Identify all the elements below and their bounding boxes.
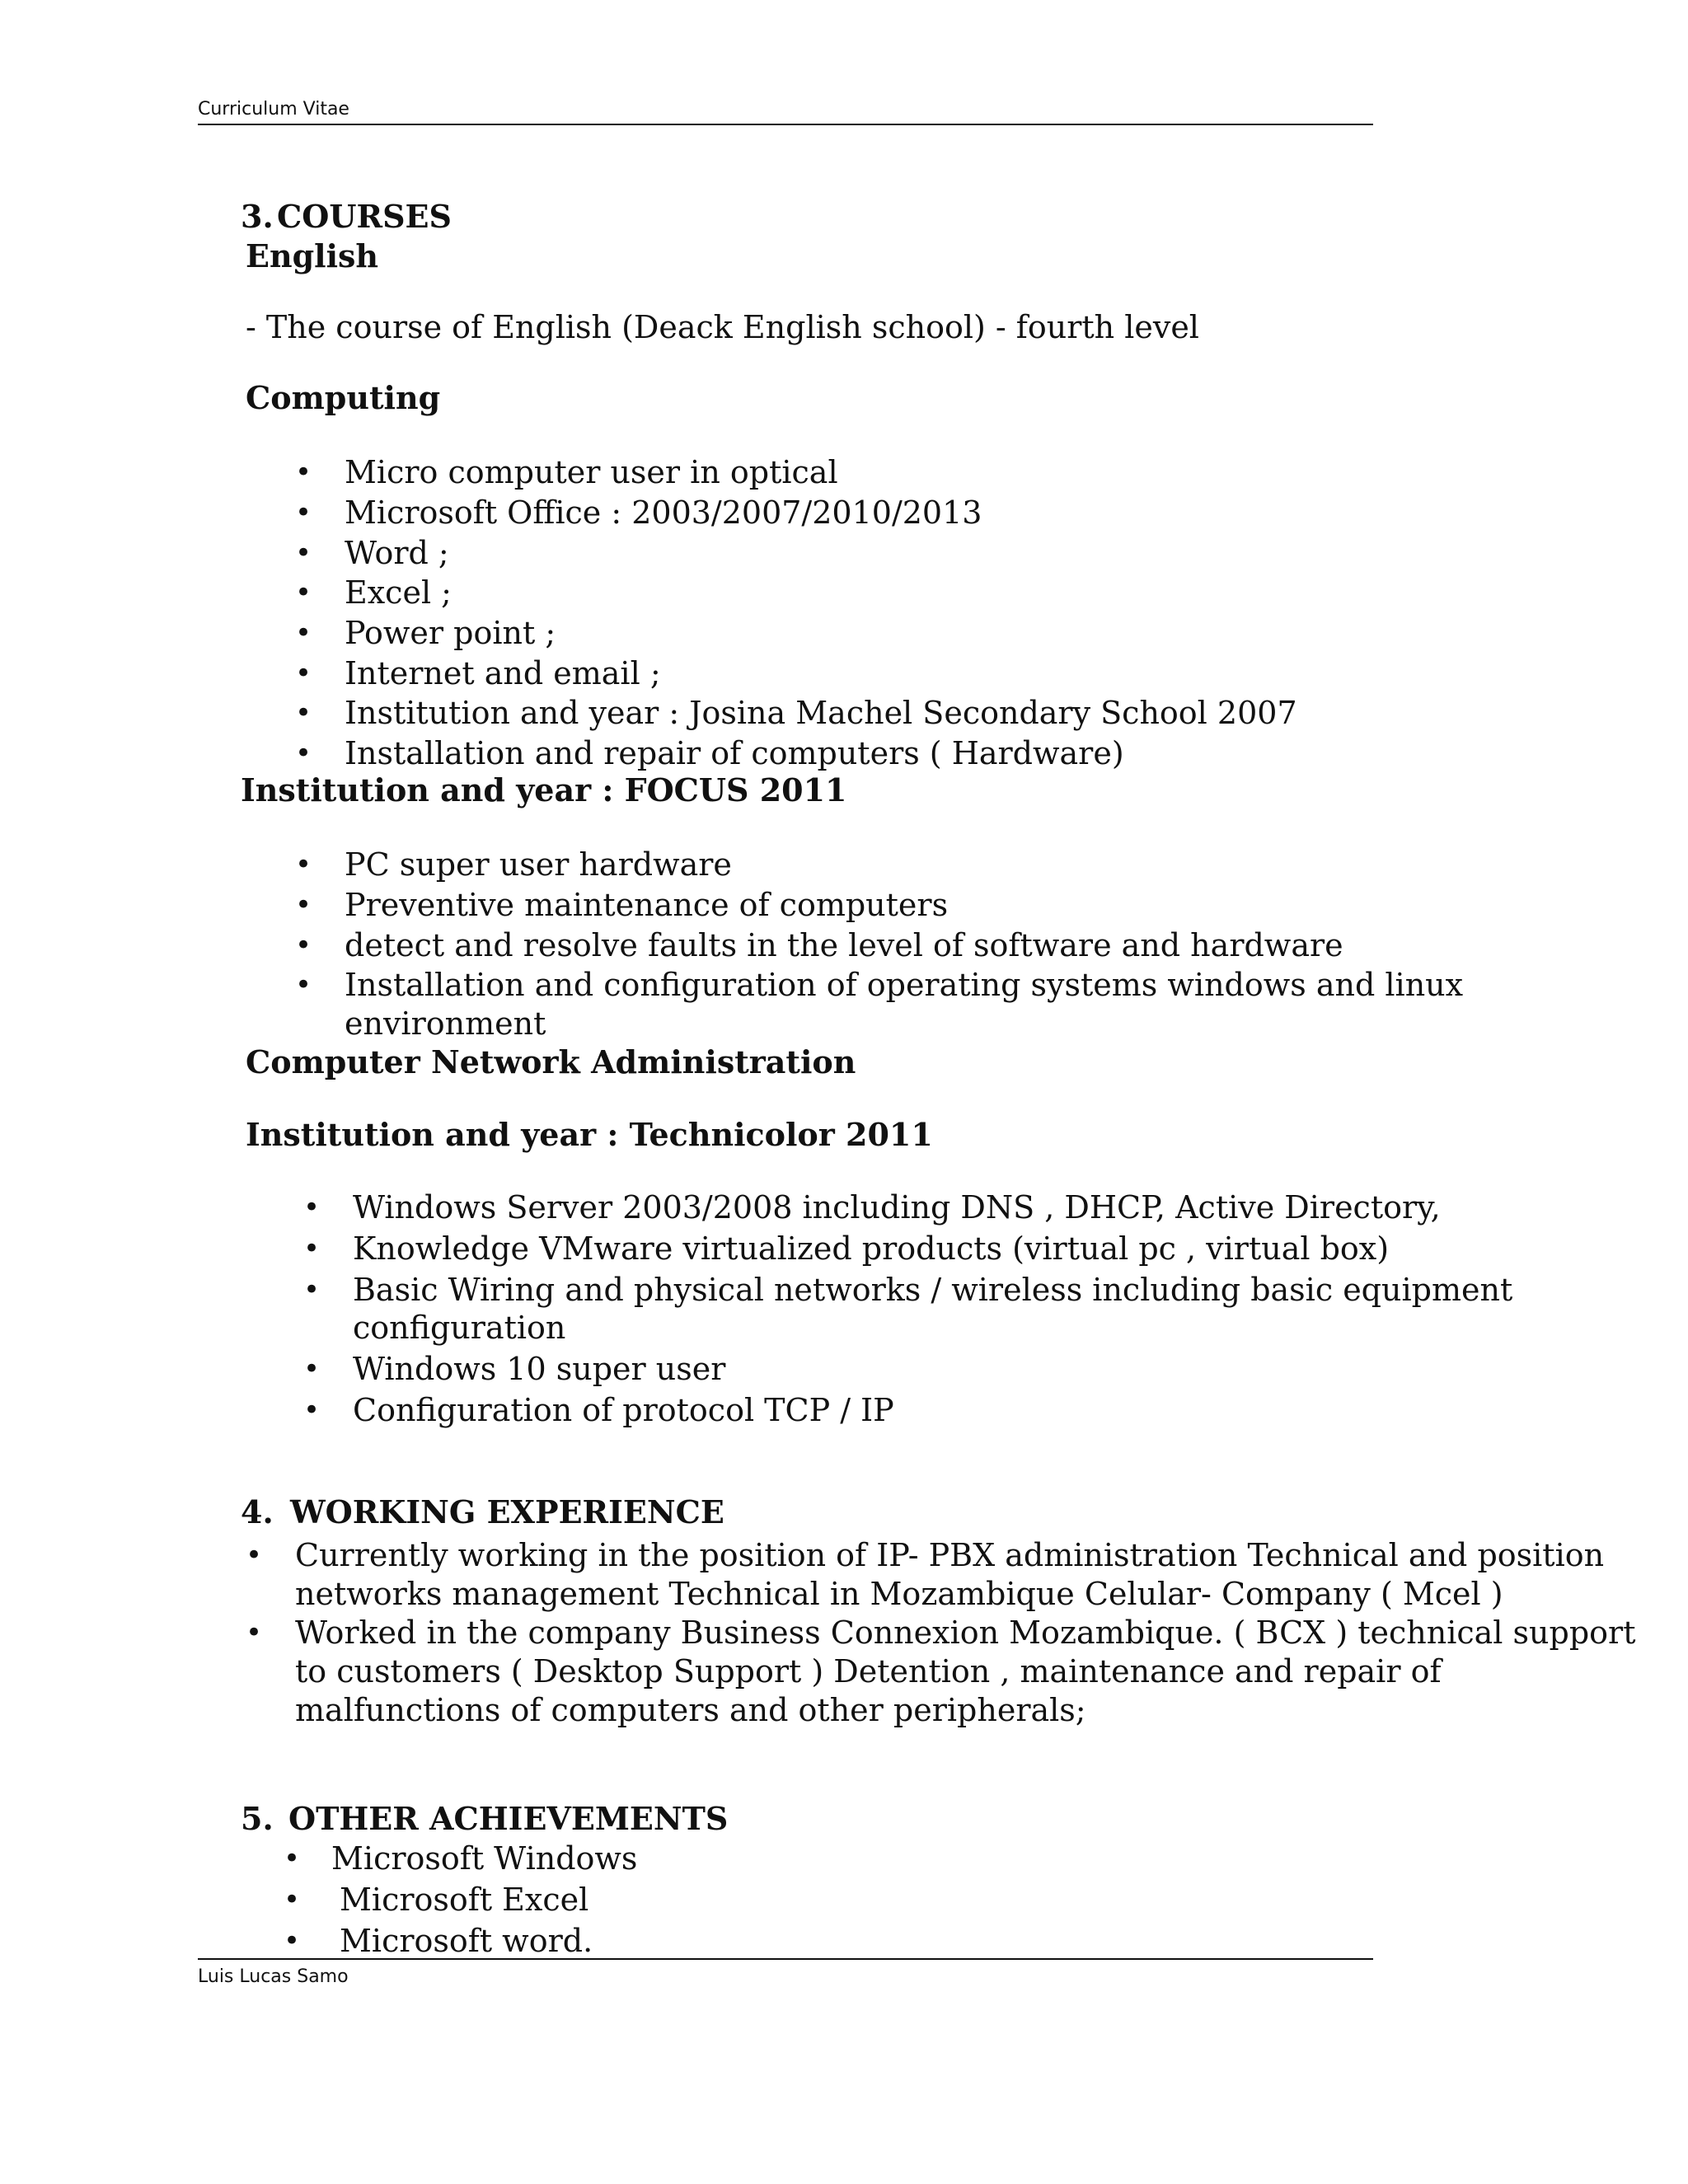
list-item: Installation and repair of computers ( Hardware) bbox=[345, 735, 1124, 771]
section-number: 5. bbox=[241, 1800, 274, 1837]
list-item: Installation and configuration of operating systems windows and linux bbox=[345, 967, 1464, 1003]
list-item: Windows Server 2003/2008 including DNS , DHCP, Active Directory, bbox=[353, 1189, 1441, 1226]
footer-author: Luis Lucas Samo bbox=[198, 1966, 349, 1987]
list-item: Windows 10 super user bbox=[353, 1351, 726, 1387]
bullet-icon: • bbox=[303, 1273, 321, 1306]
bullet-icon: • bbox=[295, 929, 312, 962]
bullet-icon: • bbox=[284, 1842, 301, 1875]
section-heading-achievements: OTHER ACHIEVEMENTS bbox=[288, 1800, 729, 1837]
list-item: Worked in the company Business Connexion Mozambique. ( BCX ) technical support bbox=[295, 1615, 1636, 1651]
bullet-icon: • bbox=[295, 456, 312, 489]
subheading-focus: Institution and year : FOCUS 2011 bbox=[241, 771, 847, 808]
bullet-icon: • bbox=[295, 888, 312, 921]
footer-rule bbox=[198, 1958, 1373, 1960]
list-item: Excel ; bbox=[345, 574, 452, 611]
list-item: Basic Wiring and physical networks / wireless including basic equipment bbox=[353, 1272, 1513, 1308]
list-item: Power point ; bbox=[345, 615, 556, 651]
bullet-icon: • bbox=[303, 1352, 321, 1385]
list-item: PC super user hardware bbox=[345, 846, 732, 883]
bullet-icon: • bbox=[295, 696, 312, 729]
list-item: Currently working in the position of IP- PBX administration Technical and position bbox=[295, 1537, 1605, 1573]
subheading-english: English bbox=[246, 237, 379, 274]
section-heading-experience: WORKING EXPERIENCE bbox=[290, 1493, 724, 1530]
bullet-icon: • bbox=[295, 848, 312, 881]
list-item: Microsoft Office : 2003/2007/2010/2013 bbox=[345, 494, 982, 531]
english-course-line: - The course of English (Deack English school) - fourth level bbox=[246, 309, 1199, 345]
section-heading-courses: COURSES bbox=[277, 198, 452, 235]
bullet-icon: • bbox=[295, 968, 312, 1001]
list-item: Institution and year : Josina Machel Secondary School 2007 bbox=[345, 695, 1297, 731]
bullet-icon: • bbox=[303, 1394, 321, 1427]
subheading-computing: Computing bbox=[246, 379, 441, 416]
header-rule bbox=[198, 124, 1373, 125]
list-item-continuation: malfunctions of computers and other peripherals; bbox=[295, 1692, 1086, 1728]
bullet-icon: • bbox=[303, 1232, 321, 1265]
bullet-icon: • bbox=[295, 537, 312, 569]
list-item: Preventive maintenance of computers bbox=[345, 887, 949, 923]
bullet-icon: • bbox=[295, 616, 312, 649]
list-item-continuation: to customers ( Desktop Support ) Detention , maintenance and repair of bbox=[295, 1653, 1442, 1690]
bullet-icon: • bbox=[295, 496, 312, 529]
list-item-continuation: environment bbox=[345, 1005, 546, 1042]
list-item-continuation: networks management Technical in Mozambique Celular- Company ( Mcel ) bbox=[295, 1576, 1503, 1612]
bullet-icon: • bbox=[284, 1924, 301, 1957]
list-item: Knowledge VMware virtualized products (virtual pc , virtual box) bbox=[353, 1230, 1390, 1267]
bullet-icon: • bbox=[295, 657, 312, 690]
list-item: detect and resolve faults in the level of software and hardware bbox=[345, 927, 1343, 963]
bullet-icon: • bbox=[295, 737, 312, 770]
subheading-network: Computer Network Administration bbox=[246, 1043, 856, 1080]
bullet-icon: • bbox=[246, 1616, 263, 1649]
subheading-technicolor: Institution and year : Technicolor 2011 bbox=[246, 1116, 933, 1153]
bullet-icon: • bbox=[246, 1539, 263, 1572]
header-title: Curriculum Vitae bbox=[198, 99, 349, 120]
list-item: Microsoft word. bbox=[340, 1923, 593, 1959]
bullet-icon: • bbox=[295, 576, 312, 609]
section-number: 4. bbox=[241, 1493, 274, 1530]
section-number: 3. bbox=[241, 198, 274, 235]
list-item: Configuration of protocol TCP / IP bbox=[353, 1392, 894, 1428]
list-item: Word ; bbox=[345, 535, 449, 571]
bullet-icon: • bbox=[284, 1883, 301, 1916]
list-item: Internet and email ; bbox=[345, 655, 661, 691]
list-item: Microsoft Windows bbox=[331, 1840, 638, 1877]
bullet-icon: • bbox=[303, 1191, 321, 1224]
list-item: Micro computer user in optical bbox=[345, 454, 838, 490]
list-item: Microsoft Excel bbox=[340, 1882, 589, 1918]
list-item-continuation: configuration bbox=[353, 1310, 566, 1346]
